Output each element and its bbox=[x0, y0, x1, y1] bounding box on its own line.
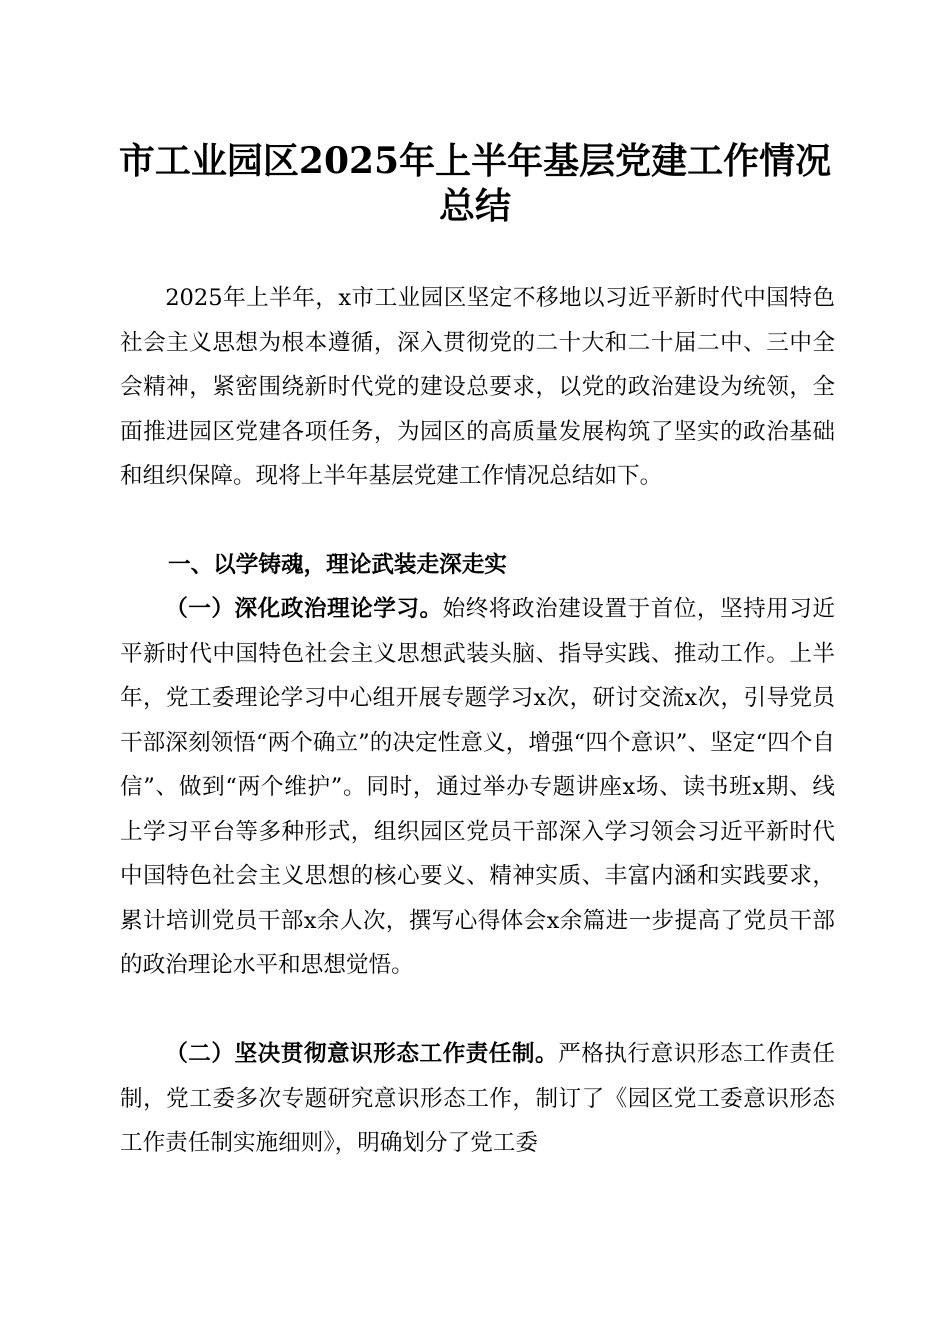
section-1-item-1-body: 始终将政治建设置于首位，坚持用习近平新时代中国特色社会主义思想武装头脑、指导实践、推动工作。上半年，党工委理论学习中心组开展专题学习x次，研讨交流x次，引导党员干部深刻领悟“两个确立”的决定性意义，增强“四个意识”、坚定“四个自信”、做到“两个维护”。同时，通过举办专题讲座x场、读书班x期、线上学习平台等多种形式，组织园区党员干部深入学习领会习近平新时代中国特色社会主义思想的核心要义、精神实质、丰富内涵和实践要求，累计培训党员干部x余人次，撰写心得体会x余篇进一步提高了党员干部的政治理论水平和思想觉悟。 bbox=[120, 596, 836, 978]
section-1-item-2-text bbox=[120, 1032, 835, 1166]
section-1-item-1-text bbox=[120, 587, 835, 988]
section-1-item-2-lead: （二）坚决贯彻意识形态工作责任制。 bbox=[165, 1041, 559, 1067]
document-title-line-1: 市工业园区2025年上半年基层党建工作情况 bbox=[118, 140, 832, 182]
section-1-item-1-lead: （一）深化政治理论学习。 bbox=[165, 596, 443, 622]
document-title-line-2: 总结 bbox=[438, 185, 511, 227]
intro-paragraph bbox=[120, 276, 835, 499]
section-1-item-2-paragraph bbox=[120, 1032, 835, 1166]
section-1-item-2-body: 严格执行意识形态工作责任制，党工委多次专题研究意识形态工作，制订了《园区党工委意识形态工作责任制实施细则》，明确划分了党工委 bbox=[120, 1041, 836, 1156]
section-1-item-1-paragraph bbox=[120, 587, 835, 988]
intro-text: 2025年上半年，x市工业园区坚定不移地以习近平新时代中国特色社会主义思想为根本遵循，深入贯彻党的二十大和二十届二中、三中全会精神，紧密围绕新时代党的建设总要求，以党的政治建设为统领，全面推进园区党建各项任务，为园区的高质量发展构筑了坚实的政治基础和组织保障。现将上半年基层党建工作情况总结如下。 bbox=[120, 285, 835, 489]
section-1-heading: 一、以学铸魂，理论武装走深走实 bbox=[168, 552, 507, 578]
